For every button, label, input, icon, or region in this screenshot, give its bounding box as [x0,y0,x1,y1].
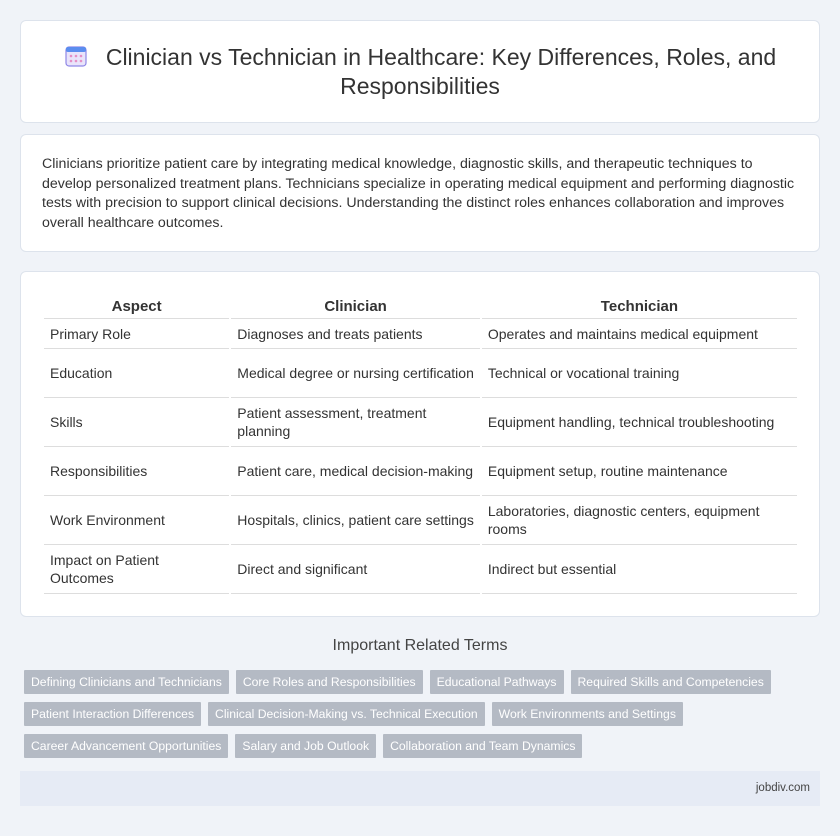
cell-technician: Equipment setup, routine maintenance [482,447,797,496]
header-technician: Technician [482,296,797,319]
related-term-tag[interactable]: Defining Clinicians and Technicians [24,670,229,694]
header-clinician: Clinician [231,296,480,319]
cell-aspect: Responsibilities [44,447,229,496]
cell-technician: Operates and maintains medical equipment [482,319,797,349]
comparison-card [20,271,820,617]
cell-clinician: Patient care, medical decision-making [231,447,480,496]
cell-clinician: Hospitals, clinics, patient care settings [231,496,480,545]
table-row [44,496,797,545]
table-row [44,545,797,594]
cell-clinician: Patient assessment, treatment planning [231,398,480,447]
intro-paragraph: Clinicians prioritize patient care by integrating medical knowledge, diagnostic skills, and therapeutic techniques to develop personalized treatment plans. Technicians specialize in operating medical equipment and performing diagnostic tests with precision to support clinical decisions. Understanding the distinct roles enhances collaboration and improves overall healthcare outcomes. [42,156,795,231]
footer [20,771,820,806]
table-row [44,398,797,447]
cell-aspect: Impact on Patient Outcomes [44,545,229,594]
header-card [20,20,820,123]
related-term-tag[interactable]: Educational Pathways [430,670,564,694]
page-title: Clinician vs Technician in Healthcare: Key Differences, Roles, and Responsibilities [105,44,777,99]
cell-aspect: Work Environment [44,496,229,545]
cell-clinician: Diagnoses and treats patients [231,319,480,349]
table-row [44,319,797,349]
cell-aspect: Skills [44,398,229,447]
cell-aspect: Primary Role [44,319,229,349]
table-row [44,447,797,496]
related-term-tag[interactable]: Required Skills and Competencies [571,670,771,694]
calendar-icon [64,44,88,68]
related-term-tag[interactable]: Collaboration and Team Dynamics [383,734,582,758]
related-term-tag[interactable]: Patient Interaction Differences [24,702,201,726]
related-terms-list [24,670,784,758]
related-term-tag[interactable]: Clinical Decision-Making vs. Technical Execution [208,702,485,726]
cell-technician: Technical or vocational training [482,349,797,398]
related-terms-title: Important Related Terms [332,637,508,654]
related-term-tag[interactable]: Salary and Job Outlook [235,734,376,758]
table-row [44,349,797,398]
cell-technician: Indirect but essential [482,545,797,594]
comparison-table [42,296,799,594]
footer-site-link[interactable]: jobdiv.com [755,782,810,794]
cell-aspect: Education [44,349,229,398]
header-aspect: Aspect [44,296,229,319]
cell-technician: Equipment handling, technical troubleshooting [482,398,797,447]
related-term-tag[interactable]: Career Advancement Opportunities [24,734,228,758]
cell-clinician: Medical degree or nursing certification [231,349,480,398]
related-term-tag[interactable]: Core Roles and Responsibilities [236,670,423,694]
page-title-wrap [51,43,789,101]
table-header-row [44,296,797,319]
cell-clinician: Direct and significant [231,545,480,594]
intro-card [20,134,820,252]
cell-technician: Laboratories, diagnostic centers, equipment rooms [482,496,797,545]
related-term-tag[interactable]: Work Environments and Settings [492,702,683,726]
